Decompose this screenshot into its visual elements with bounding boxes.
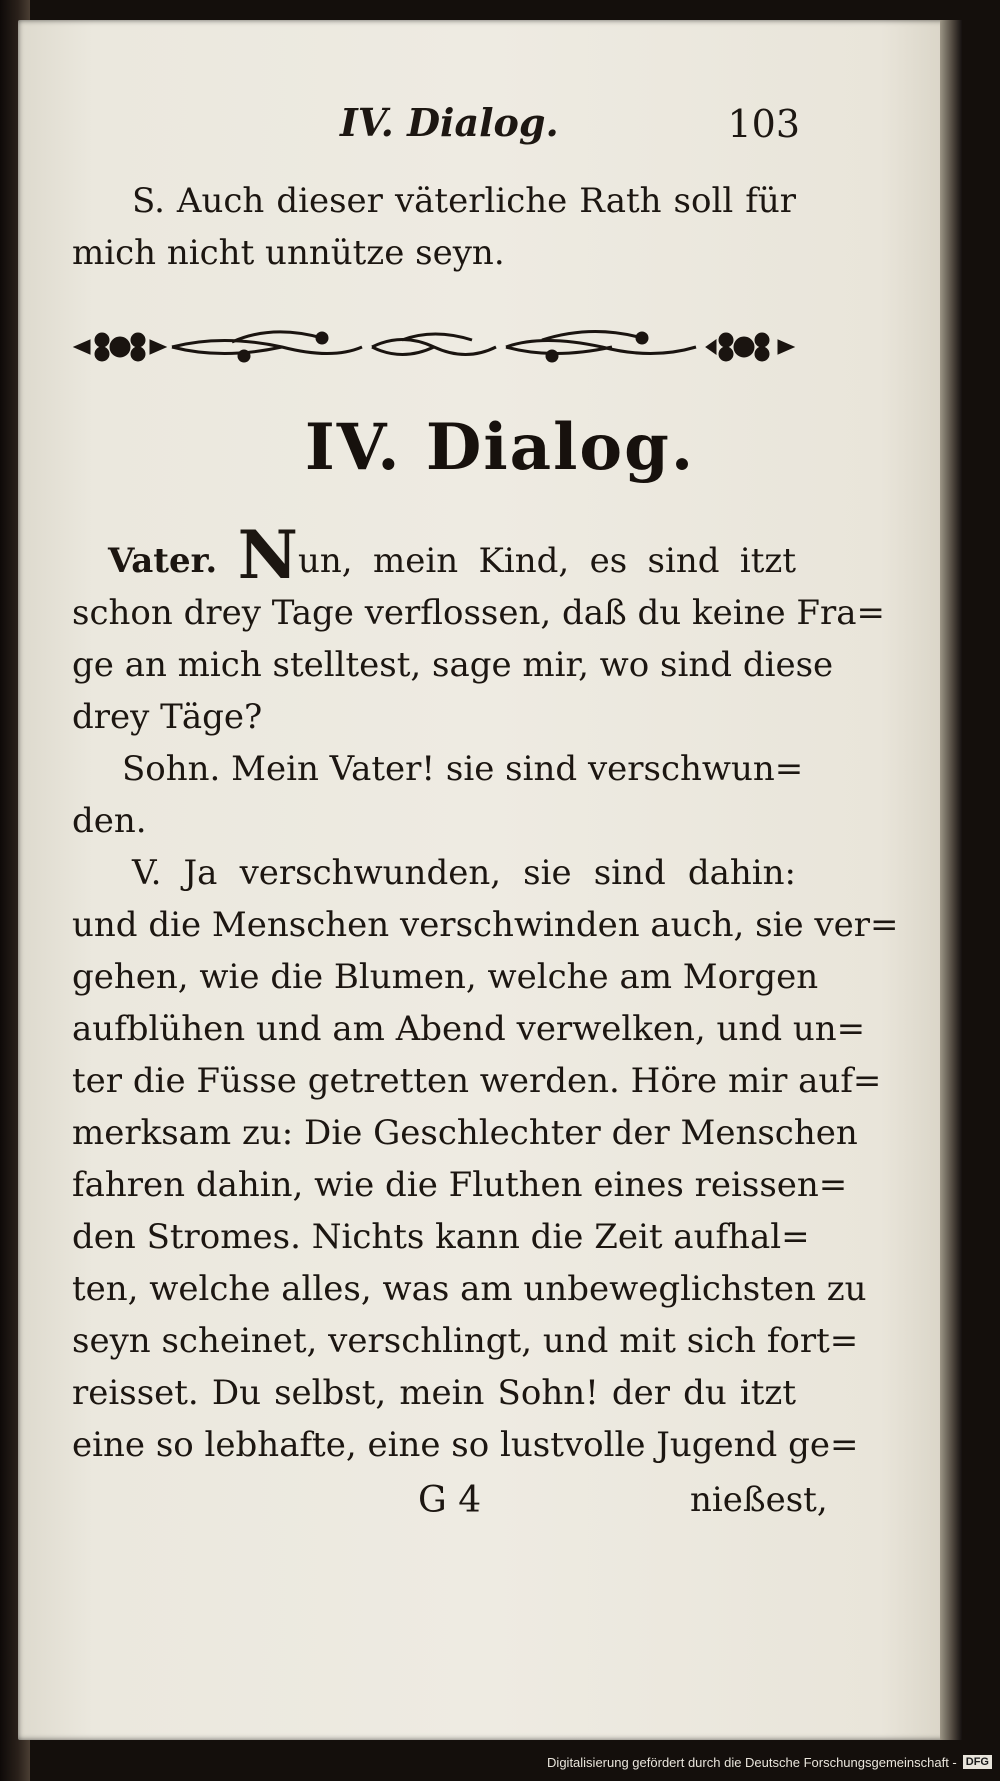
body-line: seyn scheinet, verschlingt, und mit sich fort= [72, 1321, 859, 1361]
body-line: den. [72, 801, 147, 841]
intro-line-1: S. Auch dieser väterliche Rath soll für [132, 181, 796, 221]
digitization-credit [547, 1749, 992, 1775]
flower-right-icon [706, 333, 794, 361]
body-line: schon drey Tage verflossen, daß du keine Fra= [72, 593, 886, 633]
body-line: ge an mich stelltest, sage mir, wo sind diese [72, 645, 834, 685]
body-line: gehen, wie die Blumen, welche am Morgen [72, 957, 819, 997]
body-line: reisset. Du selbst, mein Sohn! der du itzt [72, 1373, 796, 1413]
scroll-right-icon [506, 331, 696, 361]
speaker-vater: Vater. [108, 541, 218, 581]
signature-mark: G 4 [418, 1480, 482, 1521]
flower-left-icon [74, 333, 166, 361]
body-line: fahren dahin, wie die Fluthen eines reissen= [72, 1165, 848, 1205]
scroll-center-icon [372, 334, 496, 355]
page-number: 103 [727, 102, 800, 146]
body-line: drey Täge? [72, 697, 263, 737]
body-first-line [72, 516, 797, 594]
scroll-left-icon [172, 332, 362, 361]
body-line: merksam zu: Die Geschlechter der Menschen [72, 1113, 858, 1153]
body-line: ter die Füsse getretten werden. Höre mir auf= [72, 1061, 882, 1101]
intro-line-2: mich nicht unnütze seyn. [72, 233, 505, 273]
page-shadow [940, 20, 962, 1740]
drop-cap: N [237, 516, 298, 594]
body-line: V. Ja verschwunden, sie sind dahin: [132, 853, 796, 893]
body-line: ten, welche alles, was am unbeweglichsten zu [72, 1269, 867, 1309]
body-line: und die Menschen verschwinden auch, sie ver= [72, 905, 899, 945]
running-head [340, 100, 800, 150]
body-line: aufblühen und am Abend verwelken, und un= [72, 1009, 866, 1049]
catchword: nießest, [690, 1480, 828, 1520]
body-line: den Stromes. Nichts kann die Zeit aufhal= [72, 1217, 810, 1257]
chapter-title: IV. Dialog. [304, 410, 696, 485]
body-line: Sohn. Mein Vater! sie sind verschwun= [122, 749, 804, 789]
first-line-rest: un, mein Kind, es sind itzt [297, 541, 797, 581]
credit-text: Digitalisierung gefördert durch die Deutsche Forschungsgemeinschaft - [547, 1754, 957, 1770]
running-title: IV. Dialog. [340, 100, 559, 145]
body-line: eine so lebhafte, eine so lustvolle Jugend ge= [72, 1425, 859, 1465]
decorative-ornament-rule [72, 318, 796, 376]
dfg-logo: DFG [963, 1755, 992, 1769]
